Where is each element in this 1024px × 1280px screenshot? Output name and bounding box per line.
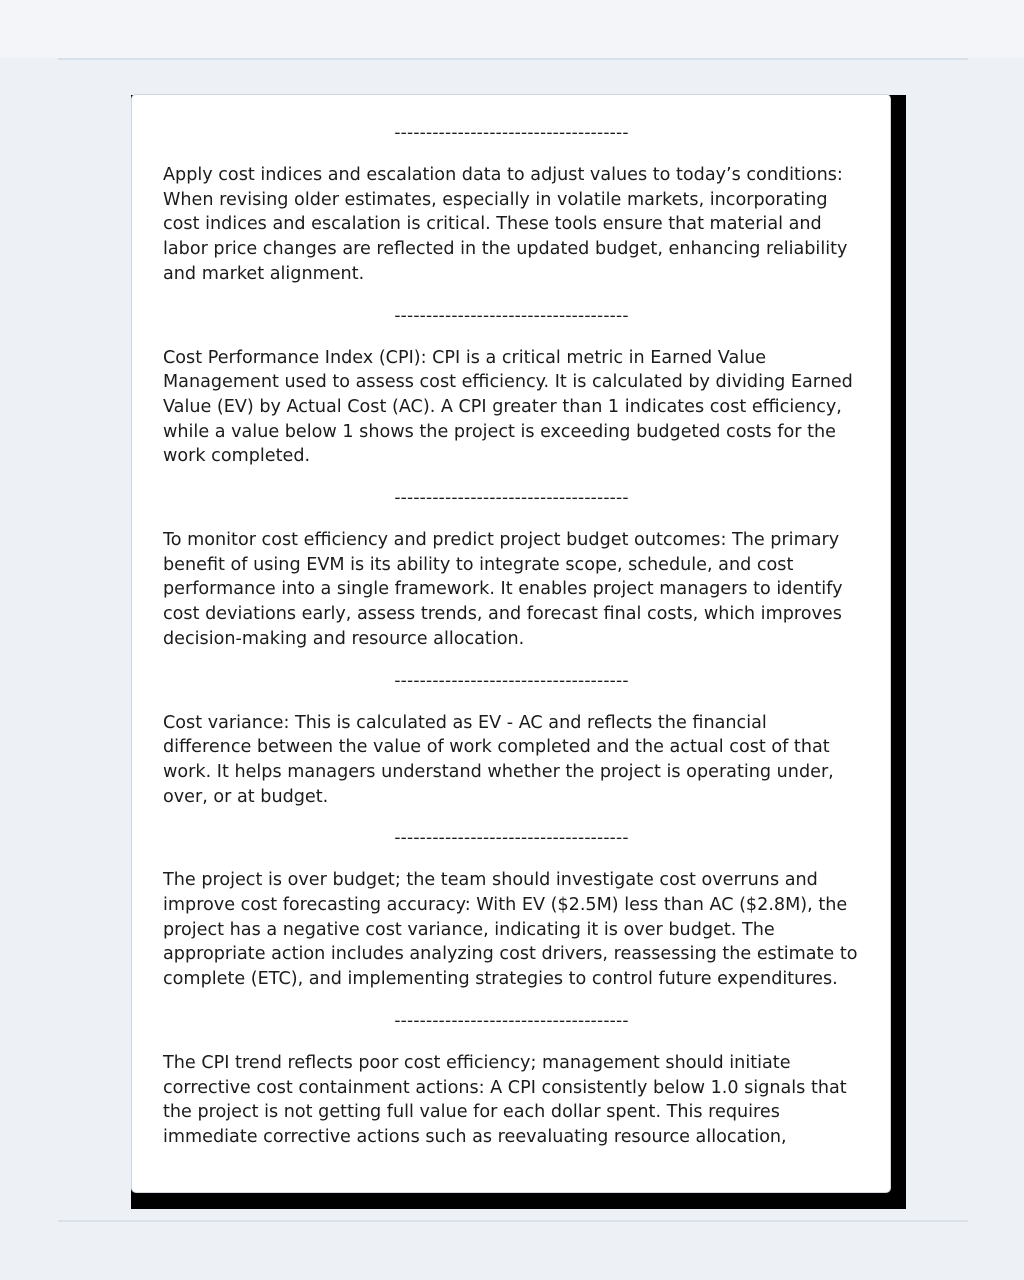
section-separator: ------------------------------------- (394, 670, 629, 691)
section-text: To monitor cost efficiency and predict project budget outcomes: The primary benefit of using EVM is its ability to integrate scope, schedule, and cost performance into a single framework. It enables project managers to identify cost deviations early, assess trends, and forecast final costs, which improves decision-making and resource allocation. (163, 530, 843, 649)
section-4 (163, 669, 860, 810)
section-3 (163, 486, 860, 652)
section-1 (163, 121, 860, 287)
section-text: Apply cost indices and escalation data to adjust values to today’s conditions: When revising older estimates, especially in volatile markets, incorporating cost indices and escalation is critical. These tools ensure that material and labor price changes are reflected in the updated budget, enhancing reliability and market alignment. (163, 165, 848, 284)
section-text: The project is over budget; the team should investigate cost overruns and improve cost forecasting accuracy: With EV ($2.5M) less than AC ($2.8M), the project has a negative cost variance, indicating it is over budget. The appropriate action includes analyzing cost drivers, reassessing the estimate to complete (ETC), and implementing strategies to control future expenditures. (163, 870, 858, 990)
document-page (131, 94, 891, 1193)
section-separator: ------------------------------------- (394, 488, 629, 509)
section-separator: ------------------------------------- (394, 123, 629, 143)
section-5 (163, 826, 860, 992)
section-text: Cost variance: This is calculated as EV - AC and reflects the financial difference between the value of work completed and the actual cost of that work. It helps managers understand whether the project is operating under, over, or at budget. (163, 712, 834, 807)
section-separator: ------------------------------------- (394, 828, 629, 849)
top-band (0, 0, 1024, 58)
section-text: The CPI trend reflects poor cost efficiency; management should initiate corrective cost containment actions: A CPI consistently below 1.0 signals that the project is not getting full value for each dollar spent. This requires immediate corrective actions such as reevaluating resource allocation, (163, 1052, 847, 1147)
section-text: Cost Performance Index (CPI): CPI is a critical metric in Earned Value Management used to assess cost efficiency. It is calculated by dividing Earned Value (EV) by Actual Cost (AC). A CPI greater than 1 indicates cost efficiency, while a value below 1 shows the project is exceeding budgeted costs for the work completed. (163, 347, 853, 467)
bottom-divider (58, 1220, 968, 1222)
section-6 (163, 1009, 860, 1150)
section-2 (163, 304, 860, 470)
top-divider (58, 58, 968, 60)
section-separator: ------------------------------------- (394, 305, 629, 326)
section-separator: ------------------------------------- (394, 1010, 629, 1031)
